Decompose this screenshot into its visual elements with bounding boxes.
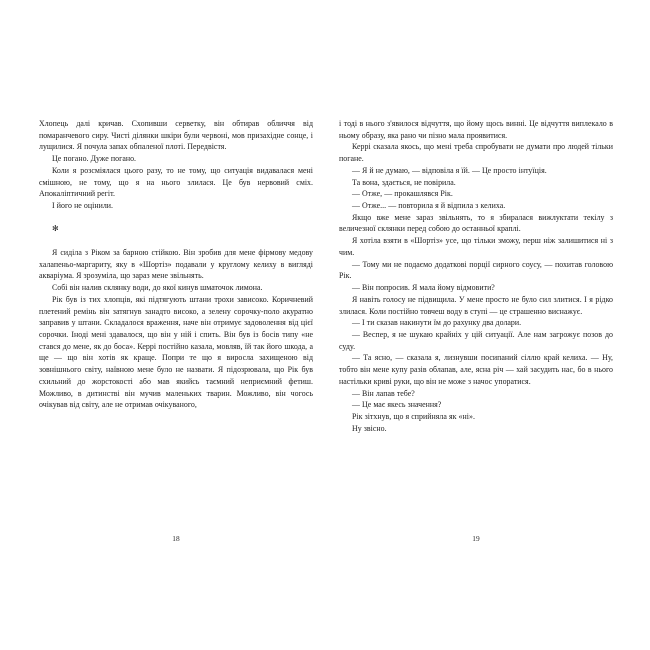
right-paragraph: — Та ясно, — сказала я, лизнувши посипаний сіллю край келиха. — Ну, тобто він мене купу разів облапав, але, ясна річ — хай засудить нас, бо в нього настільки криві руки, що він не може з начос упоратися. xyxy=(339,353,613,386)
left-paragraph: Це погано. Дуже погано. xyxy=(52,154,137,164)
right-paragraph: — Веспер, я не шукаю крайніх у цій ситуації. Але нам загрожує позов до суду. xyxy=(339,329,613,351)
right-paragraph: Ну звісно. xyxy=(352,423,387,433)
right-paragraph: Та вона, здається, не повірила. xyxy=(352,177,456,187)
left-paragraph: І його не оцінили. xyxy=(52,201,114,211)
right-paragraph: — Він лапав тебе? xyxy=(352,388,415,398)
right-paragraph: — Це має якесь значення? xyxy=(352,400,442,410)
right-paragraph: — І ти сказав накинути їм до рахунку два долари. xyxy=(352,318,522,328)
left-paragraph: Хлопець далі кричав. Схопивши серветку, він обтирав обличчя від помаранчевого сиру. Чисті ділянки шкіри були червоні, мов призахідне сонце, і лущилися. Я почула запах обпаленої плоті. Передвістя. xyxy=(39,119,313,152)
page-right xyxy=(325,0,650,650)
right-paragraph: — Я й не думаю, — відповіла я їй. — Це просто інтуїція. xyxy=(352,165,547,175)
right-paragraph: — Тому ми не подаємо додаткові порції сирного соусу, — похитав головою Рік. xyxy=(339,259,613,281)
right-paragraph: і тоді в нього з'явилося відчуття, що йому щось винні. Це відчуття виплекало в ньому образу, яка рано чи пізно мала проявитися. xyxy=(339,119,613,140)
left-paragraph: Коли я розсміялася цього разу, то не тому, що ситуація видавалася мені смішною, не тому, що я на нього злилася. Це був нервовий сміх. Апокаліптичний регіт. xyxy=(39,165,313,199)
right-paragraph: — Отже, — прокашлявся Рік. xyxy=(352,189,453,199)
page-right-text-block xyxy=(339,118,613,434)
right-paragraph: Керрі сказала якось, що мені треба спробувати не думати про людей тільки погане. xyxy=(339,142,613,164)
right-paragraph: Якщо вже мене зараз звільнять, то я збиралася вижлуктати текілу з величезної склянки перед собою до останньої краплі. xyxy=(339,212,613,234)
right-paragraph: Рік зітхнув, що я сприйняла як «ні». xyxy=(352,411,475,421)
page-left-text-block xyxy=(39,118,313,411)
right-paragraph: Я навіть голосу не підвищила. У мене просто не було сил злитися. І я рідко злилася. Коли постійно товчеш воду в ступі — це страшенно виснажує. xyxy=(339,294,613,316)
right-paragraph: — Отже... — повторила я й відпила з келиха. xyxy=(352,201,506,211)
page-left-folio: 18 xyxy=(172,534,180,543)
right-paragraph: Я хотіла взяти в «Шортіз» усе, що тільки зможу, перш ніж залишитися ні з чим. xyxy=(339,236,613,257)
left-section-divider: ✻ xyxy=(52,224,59,234)
page-right-folio: 19 xyxy=(472,534,480,543)
left-paragraph: Собі він налив склянку води, до якої кинув шматочок лимона. xyxy=(52,283,263,293)
left-paragraph: Рік був із тих хлопців, які підтягують штани трохи зависоко. Коричневий плетений ремінь він затягнув занадто високо, а зелену сорочку-поло акуратно заправив у штани. Складалося враження, наче він отримує задоволення від цієї сорочки. Іноді мені здавалося, що він у ній і спить. Він був із босів типу «не стався до мене, як до боса». Керрі постійно казала, мовляв, їй так його шкода, а ще — що він хотів як краще. Попри те що я виросла захищеною від зовнішнього світу, наївною мене було не назвати. Я підозрювала, що Рік був схильний до жорстокості або мав якийсь таємний неприємний фетиш. Можливо, в дитинстві він мучив маленьких тварин. Можливо, він чогось очікував від світу, але не отримав очікуваного, xyxy=(39,294,313,410)
left-paragraph: Я сиділа з Ріком за барною стійкою. Він зробив для мене фірмову медову халапеньо-маргариту, яку в «Шортіз» подавали у круглому келиху в вигляді акваріума. Я зрозуміла, що зараз мене звільнять. xyxy=(39,247,313,281)
right-paragraph: — Він попросив. Я мала йому відмовити? xyxy=(352,283,495,293)
